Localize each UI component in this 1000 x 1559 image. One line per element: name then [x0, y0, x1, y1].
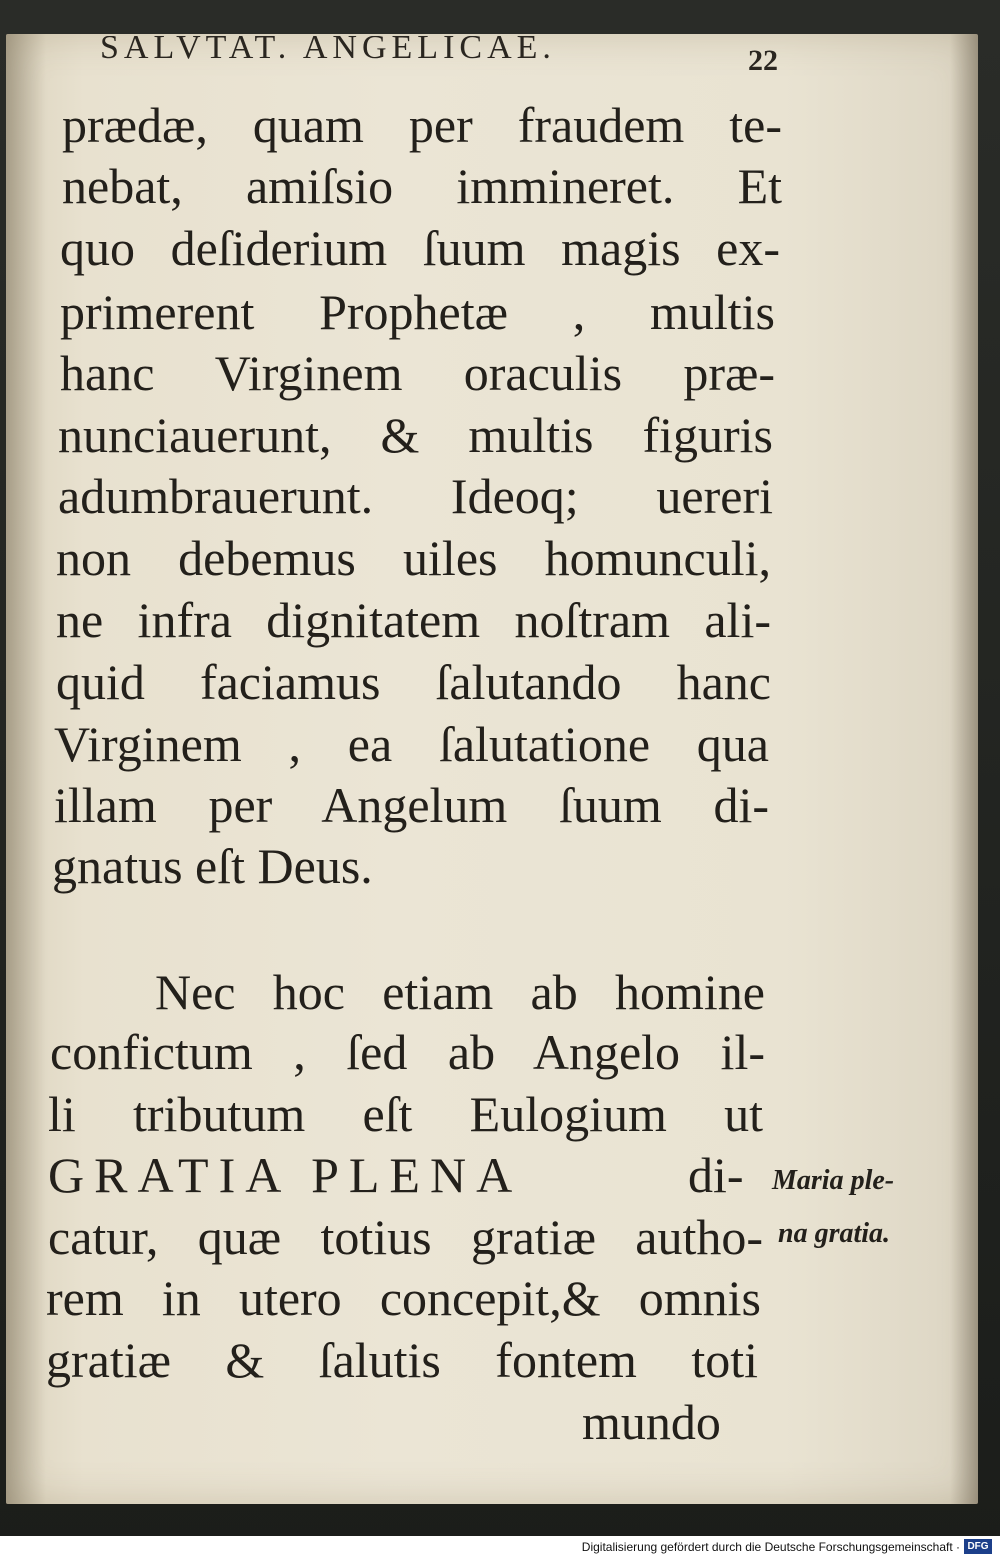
text-line: primerent Prophetæ , multis: [60, 284, 775, 340]
text-line: non debemus uiles homunculi,: [56, 530, 771, 586]
text-line: quo deſiderium ſuum magis ex-: [60, 220, 780, 276]
text-line: quid faciamus ſalutando hanc: [56, 654, 771, 710]
text-line: prædæ, quam per fraudem te-: [62, 97, 782, 153]
text-line: li tributum eſt Eulogium ut: [48, 1086, 763, 1142]
text-line: rem in utero concepit,& omnis: [46, 1270, 761, 1326]
catchword: mundo: [582, 1394, 721, 1450]
text-line: ne infra dignitatem noſtram ali-: [56, 592, 771, 648]
text-line-capitals: GRATIA PLENA: [48, 1147, 523, 1203]
text-line: illam per Angelum ſuum di-: [54, 777, 769, 833]
page-edge-shadow: [950, 34, 978, 1504]
text-line: nunciauerunt, & multis figuris: [58, 407, 773, 463]
text-line: adumbrauerunt. Ideoq; uereri: [58, 468, 773, 524]
marginal-note-line: Maria ple-: [772, 1165, 895, 1196]
text-line: Nec hoc etiam ab homine: [155, 964, 765, 1020]
dfg-logo: DFG: [964, 1539, 992, 1554]
running-head: SALVTAT. ANGELICAE.: [100, 36, 556, 66]
text-line: nebat, amiſsio immineret. Et: [62, 158, 782, 214]
text-line: gratiæ & ſalutis fontem toti: [46, 1332, 758, 1388]
footer-credit: Digitalisierung gefördert durch die Deutsche Forschungsgemeinschaft ·: [581, 1540, 960, 1554]
text-line: confictum , ſed ab Angelo il-: [50, 1024, 765, 1080]
text-line: Virginem , ea ſalutatione qua: [54, 716, 769, 772]
text-line: hanc Virginem oraculis præ-: [60, 345, 775, 401]
text-line: gnatus eſt Deus.: [52, 838, 373, 894]
marginal-note-line: na gratia.: [778, 1218, 891, 1249]
text-line: di-: [688, 1147, 744, 1203]
text-line: catur, quæ totius gratiæ autho-: [48, 1209, 763, 1265]
page-number: 22: [748, 44, 778, 77]
page-gutter-shadow: [6, 34, 46, 1504]
